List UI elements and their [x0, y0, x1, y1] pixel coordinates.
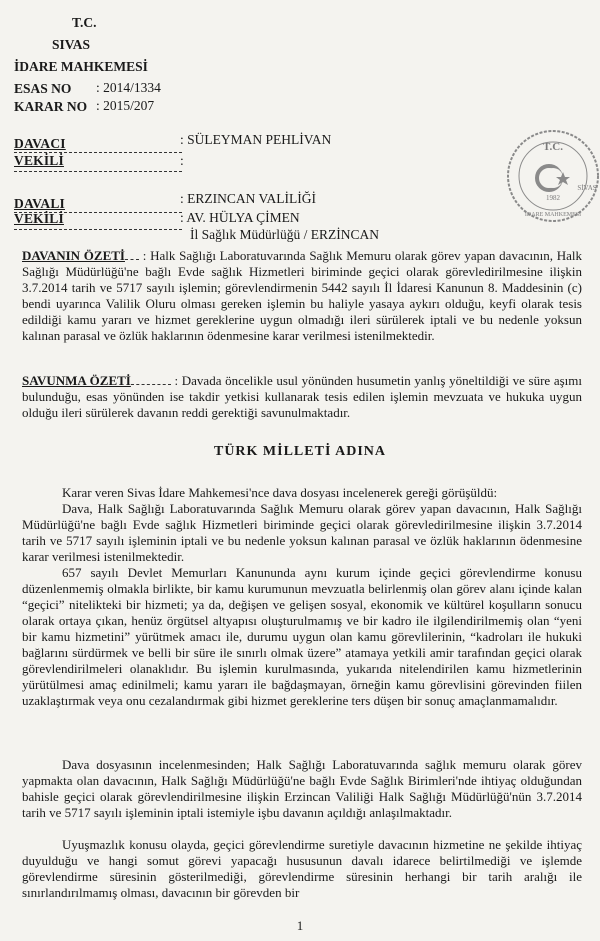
davanin-ozeti-label: DAVANIN ÖZETİ: [22, 248, 125, 263]
body-paragraph-3: 657 sayılı Devlet Memurları Kanununda aynı kurum içinde geçici görevlendirme konusu düzenlenmemiş olmakla birlikte, bir kamu kurumunun mevzuatla belirlenmiş olan görev alanı içinde kalan “geçici” nitelikteki bir hizmeti; ya da, değişen ve gelişen sosyal, ekonomik ve kültürel koşulların sonucu olarak ortaya çıkan, henüz örgütsel altyapısı oluşturulmamış ve bir kadro ile ilgilendirilmemiş olan “yeni bir kamu hizmetini” yürütmek amacı ile, durumu uygun olan kamu görevlilerinin, “kadroları ile hukuki bağlarını sürdürmek ve belli bir süre ile sınırlı olmak üzere” atamaya yetkili amir tarafından geçici olarak görevlendirilmeleri olanaklıdır. Bu işlemin kurulmasında, yukarıda nitelendirilen kamu hizmetlerinin yürütülmesi amaç edinilmeli; kamu yararı ile bağdaşmayan, örneğin kamu görevlisini görevinden fiilen uzaklaştırmak veya onu cezalandırmak gibi hizmet gereklerine ters düşen bir sonuç amaçlanmamalıdır.: [22, 565, 582, 708]
savunma-ozeti-text: : Davada öncelikle usul yönünden husumetin yanlış yöneltildiği ve süre aşımı bulunduğu, esas yönünden ise takdir yetkisi kullanarak tesis edilen işlemin mevzuata ve hukuka uygun olduğu ileri sürülerek davanın reddi gerektiği savunulmaktadır.: [22, 373, 583, 420]
vekili2-value: : AV. HÜLYA ÇİMEN: [180, 210, 300, 225]
body-paragraph-5: Uyuşmazlık konusu olayda, geçici görevlendirme suretiyle davacının hizmetine ne şekilde ihtiyaç duyulduğu ve hangi somut görevi yapacağı hususunun davalı idarece belirtilmediği ve işlemde görevlendirme süresinin gösterilmediği, görevlendirme süresinin herhangi bir tarih aralığı ile sınırlandırılmamış olması, davacının bir görevden bir: [22, 837, 582, 900]
esas-label: ESAS NO: [14, 81, 72, 96]
vekili2-underline: [14, 229, 182, 230]
vekili1-label: VEKİLİ: [14, 153, 64, 168]
decision-title: TÜRK MİLLETİ ADINA: [213, 444, 387, 459]
davaci-label: DAVACI: [14, 136, 66, 151]
davali-label: DAVALI: [14, 196, 65, 211]
court-stamp: [505, 128, 600, 224]
davali-value: : ERZINCAN VALİLİĞİ: [180, 191, 316, 206]
body-paragraph-1: Karar veren Sivas İdare Mahkemesi'nce dava dosyası incelenerek gereği görüşüldü:: [62, 485, 498, 500]
davaci-value: : SÜLEYMAN PEHLİVAN: [180, 132, 332, 147]
court-name: İDARE MAHKEMESİ: [14, 59, 148, 74]
savunma-ozeti-label: SAVUNMA ÖZETİ: [22, 373, 131, 388]
body-paragraph-4: Dava dosyasının incelenmesinden; Halk Sağlığı Laboratuvarında sağlık memuru olarak görev yapmakta olan davacının, Halk Sağlığı Müdürlüğü'ne bağlı Evde Sağlık Birimleri'nde ihtiyaç olduğundan bahisle geçici olarak görevlendirilmesine ilişkin Erzincan Valiliği Halk Sağlığı Müdürlüğü'nün 3.7.2014 tarih ve 5717 sayılı işleminin iptali istemiyle işbu davanın açıldığı anlaşılmaktadır.: [22, 757, 582, 820]
davanin-ozeti: [22, 248, 582, 344]
vekili2-sub: İl Sağlık Müdürlüğü / ERZİNCAN: [190, 227, 379, 242]
tc-header: T.C.: [72, 15, 97, 30]
karar-value: : 2015/207: [96, 98, 155, 113]
page-number: 1: [296, 918, 304, 933]
stamp-year: 1982: [546, 194, 560, 202]
esas-value: : 2014/1334: [96, 80, 161, 95]
savunma-ozeti: [22, 373, 582, 421]
davanin-ozeti-gap: [125, 259, 139, 260]
karar-label: KARAR NO: [14, 99, 88, 114]
stamp-side-text: SİVAS: [577, 184, 597, 192]
city-header: SIVAS: [52, 37, 91, 52]
vekili2-label: VEKİLİ: [14, 211, 64, 226]
stamp-bottom-text: İDARE MAHKEMESİ: [524, 212, 582, 218]
body-paragraph-2: Dava, Halk Sağlığı Laboratuvarında Sağlık Memuru olarak görev yapan davacının, Halk Sağlığı Müdürlüğü'ne bağlı Evde sağlık Hizmetleri biriminde geçici olarak görevledirilmesine ilişkin 3.7.2014 tarih ve 5717 sayılı işleminin iptali ve bu nedenle yoksun kalınan parasal ve özlük haklarının ödenmesine karar verilmesi istenilmektedir.: [22, 501, 582, 564]
stamp-top-text: T.C.: [543, 141, 563, 153]
savunma-ozeti-gap: [131, 384, 171, 385]
davanin-ozeti-text: : Halk Sağlığı Laboratuvarında Sağlık Memuru olarak görev yapan davacının, Halk Sağlığı Müdürlüğü'ne bağlı Evde sağlık Hizmetleri biriminde geçici olarak görevledirilmesine ilişkin 3.7.2014 tarih ve 5717 sayılı işlemin; görevlendirmenin 5442 sayılı İl İdaresi Kanunun 8. Maddesinin (c) bendi uyarınca Valilik Oluru olması gereken işlemin bu haliyle yasaya aykırı olduğu, keyfi olarak tesis edildiği kamu yararı ve hizmet gereklerine uygun olmadığı ileri sürülerek iptali ve bu nedenle yoksun kalınan parasal ve özlük haklarının ödenmesine karar verilmesi istenilmektedir.: [22, 248, 582, 343]
vekili1-underline: [14, 171, 182, 172]
vekili1-value: :: [180, 153, 184, 168]
